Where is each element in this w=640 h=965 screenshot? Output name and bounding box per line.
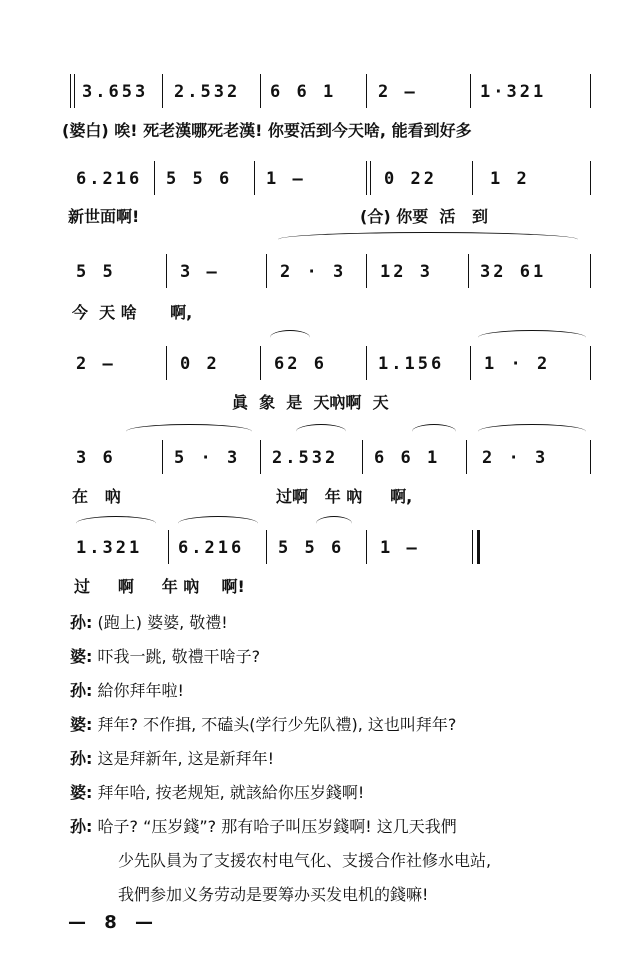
- measure: 2.532: [174, 82, 241, 102]
- measure: 5 5 6: [166, 169, 233, 189]
- barline: [260, 346, 261, 380]
- slur: [412, 424, 456, 433]
- measure: 5 · 3: [174, 448, 241, 468]
- measure: 6 6 1: [374, 448, 441, 468]
- lyric-line-5-left: 在 吶: [72, 487, 121, 506]
- measure: 2 —: [76, 354, 116, 374]
- lyric-line-1: (婆白) 唉! 死老漢哪死老漢! 你要活到今天啥, 能看到好多: [62, 121, 472, 140]
- speaker: 孙:: [70, 817, 93, 836]
- barline: [266, 530, 267, 564]
- slur: [478, 424, 586, 433]
- barline: [466, 440, 467, 474]
- measure: 6.216: [76, 169, 143, 189]
- barline: [366, 346, 367, 380]
- measure: 2 —: [378, 82, 418, 102]
- barline: [590, 440, 591, 474]
- dialogue-text: (跑上) 婆婆, 敬禮!: [97, 613, 228, 632]
- measure: 32 61: [480, 262, 547, 282]
- barline: [362, 440, 363, 474]
- measure: 0 22: [384, 169, 437, 189]
- slur: [296, 424, 346, 433]
- final-barline: [472, 530, 480, 564]
- barline: [468, 254, 469, 288]
- measure: 2.532: [272, 448, 339, 468]
- score-row-3: [70, 248, 610, 288]
- score-row-4: [70, 340, 610, 380]
- barline: [366, 530, 367, 564]
- measure: 6 6 1: [270, 82, 337, 102]
- dialogue-text: 吓我一跳, 敬禮干啥子?: [97, 647, 261, 666]
- dialogue-text: 給你拜年啦!: [97, 681, 184, 700]
- barline: [260, 440, 261, 474]
- dialogue-line: [70, 780, 364, 803]
- dialogue-text: 这是拜新年, 这是新拜年!: [97, 749, 275, 768]
- page-number: — 8 —: [68, 912, 160, 933]
- measure: 12 3: [380, 262, 433, 282]
- repeat-start-barline: [70, 74, 75, 108]
- barline: [166, 346, 167, 380]
- barline: [162, 74, 163, 108]
- barline: [472, 161, 473, 195]
- slur: [478, 330, 586, 339]
- measure: 3 6: [76, 448, 116, 468]
- speaker: 婆:: [70, 715, 93, 734]
- dialogue-line: [70, 746, 274, 769]
- barline: [590, 254, 591, 288]
- lyric-line-4: 眞 象 是 天吶啊 天: [232, 393, 389, 412]
- dialogue-text: 拜年哈, 按老规矩, 就該給你压岁錢啊!: [97, 783, 365, 802]
- slur: [278, 232, 578, 241]
- speaker: 婆:: [70, 783, 93, 802]
- barline: [470, 346, 471, 380]
- dialogue-continuation: 我們参加义务劳动是要筹办买发电机的錢嘛!: [118, 885, 429, 904]
- score-row-5: [70, 434, 610, 474]
- barline: [154, 161, 155, 195]
- lyric-line-2-right: (合) 你要 活 到: [360, 207, 489, 226]
- measure: 1·321: [480, 82, 547, 102]
- dialogue-line: [70, 712, 456, 735]
- speaker: 孙:: [70, 613, 93, 632]
- dialogue-text: 哈子? “压岁錢”? 那有哈子叫压岁錢啊! 这几天我們: [97, 817, 457, 836]
- barline: [590, 161, 591, 195]
- dialogue-continuation: 少先队員为了支援农村电气化、支援合作社修水电站,: [118, 851, 492, 870]
- barline: [366, 74, 367, 108]
- lyric-line-2-left: 新世面啊!: [68, 207, 140, 226]
- measure: 0 2: [180, 354, 220, 374]
- barline: [470, 74, 471, 108]
- lyric-line-3: 今 天 啥 啊,: [72, 303, 193, 322]
- measure: 1 2: [490, 169, 530, 189]
- dialogue-line: [70, 610, 228, 633]
- measure: 5 5 6: [278, 538, 345, 558]
- measure: 3.653: [82, 82, 149, 102]
- barline: [254, 161, 255, 195]
- barline: [590, 74, 591, 108]
- barline: [590, 346, 591, 380]
- measure: 2 · 3: [482, 448, 549, 468]
- lyric-line-5-right: 过啊 年 吶 啊,: [276, 487, 413, 506]
- barline: [162, 440, 163, 474]
- barline: [166, 254, 167, 288]
- repeat-end-barline: [366, 161, 371, 195]
- speaker: 婆:: [70, 647, 93, 666]
- dialogue-line: [70, 814, 457, 837]
- score-row-2: [70, 155, 610, 195]
- measure: 62 6: [274, 354, 327, 374]
- measure: 1.156: [378, 354, 445, 374]
- barline: [366, 254, 367, 288]
- measure: 3 —: [180, 262, 220, 282]
- speaker: 孙:: [70, 681, 93, 700]
- score-row-1: [70, 68, 610, 108]
- barline: [260, 74, 261, 108]
- measure: 1 · 2: [484, 354, 551, 374]
- measure: 2 · 3: [280, 262, 347, 282]
- barline: [266, 254, 267, 288]
- score-row-6: [70, 524, 610, 564]
- speaker: 孙:: [70, 749, 93, 768]
- measure: 6.216: [178, 538, 245, 558]
- measure: 1 —: [266, 169, 306, 189]
- lyric-line-6: 过 啊 年 吶 啊!: [74, 577, 245, 596]
- measure: 5 5: [76, 262, 116, 282]
- barline: [168, 530, 169, 564]
- dialogue-line: [70, 644, 260, 667]
- dialogue-line: [70, 678, 184, 701]
- slur: [126, 424, 252, 433]
- measure: 1.321: [76, 538, 143, 558]
- dialogue-text: 拜年? 不作揖, 不磕头(学行少先队禮), 这也叫拜年?: [97, 715, 457, 734]
- slur: [270, 330, 310, 339]
- measure: 1 —: [380, 538, 420, 558]
